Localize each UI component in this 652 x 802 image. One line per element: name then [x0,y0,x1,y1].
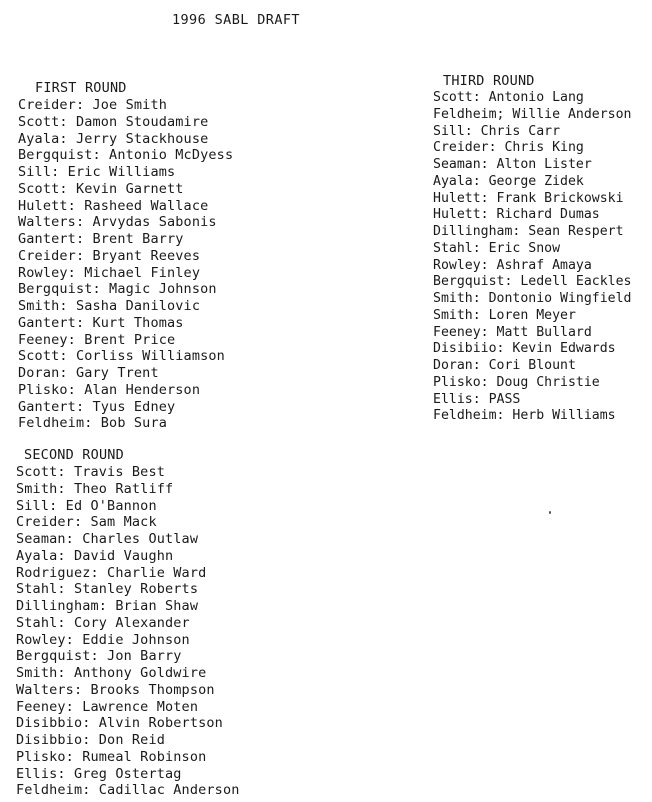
draft-pick: Bergquist: Ledell Eackles [433,274,632,290]
draft-pick: Feldheim: Bob Sura [18,415,167,432]
draft-pick: Scott: Corliss Williamson [18,348,225,365]
draft-pick: Hulett: Rasheed Wallace [18,197,209,214]
draft-pick: Creider: Chris King [433,140,584,156]
draft-pick: Dillingham: Sean Respert [433,224,624,239]
draft-pick: Creider: Sam Mack [16,514,157,531]
first-round-section [18,80,338,432]
draft-pick: Sill: Chris Carr [433,123,561,139]
first-round-heading: FIRST ROUND [35,80,127,96]
draft-pick: Seaman: Alton Lister [433,157,592,172]
draft-pick: Rowley: Ashraf Amaya [433,257,592,273]
draft-pick: Bergquist: Jon Barry [16,648,182,665]
draft-pick: Stahl: Eric Snow [433,240,561,256]
first-round-pick-list [18,97,338,432]
draft-pick: Dillingham: Brian Shaw [16,598,199,614]
draft-pick: Plisko: Rumeal Robinson [16,748,207,765]
draft-pick: Stahl: Stanley Roberts [16,581,199,598]
third-round-section [433,73,648,425]
draft-pick: Creider: Bryant Reeves [18,247,201,264]
draft-pick: Ellis: Greg Ostertag [16,765,182,782]
draft-pick: Disibiio: Kevin Edwards [433,341,616,357]
document-title: 1996 SABL DRAFT [172,12,300,28]
draft-pick: Hulett: Frank Brickowski [433,190,624,206]
draft-pick: Disibbio: Alvin Robertson [16,715,223,732]
draft-pick: Creider: Joe Smith [18,97,167,113]
draft-pick: Sill: Ed O'Bannon [16,497,157,514]
draft-pick: Disibbio: Don Reid [16,732,165,748]
draft-pick: Plisko: Alan Henderson [18,381,201,398]
draft-pick: Scott: Antonio Lang [433,90,584,105]
scan-speck [549,511,551,514]
draft-pick: Smith: Sasha Danilovic [18,298,201,314]
draft-pick: Feldheim; Willie Anderson [433,106,632,122]
draft-pick: Rowley: Eddie Johnson [16,631,190,648]
draft-pick: Seaman: Charles Outlaw [16,531,199,547]
draft-pick: Hulett: Richard Dumas [433,207,600,223]
draft-pick: Gantert: Tyus Edney [18,398,176,415]
second-round-heading: SECOND ROUND [24,447,124,463]
draft-pick: Scott: Travis Best [16,464,165,480]
draft-pick: Ayala: George Zidek [433,173,584,189]
draft-pick: Feldheim: Herb Williams [433,408,616,424]
draft-pick: Plisko: Doug Christie [433,374,600,390]
draft-pick: Scott: Kevin Garnett [18,180,184,197]
draft-pick: Feeney: Brent Price [18,331,176,348]
draft-pick: Ayala: David Vaughn [16,547,174,564]
draft-pick: Stahl: Cory Alexander [16,614,190,631]
draft-pick: Feeney: Lawrence Moten [16,698,199,715]
draft-pick: Doran: Cori Blount [433,358,576,373]
draft-pick: Feldheim: Cadillac Anderson [16,782,240,799]
draft-pick: Smith: Loren Meyer [433,307,576,323]
draft-pick: Gantert: Kurt Thomas [18,314,184,331]
draft-pick: Bergquist: Magic Johnson [18,281,217,298]
draft-pick: Smith: Theo Ratliff [16,480,174,497]
second-round-section [16,447,336,799]
draft-pick: Doran: Gary Trent [18,365,159,381]
draft-pick: Walters: Brooks Thompson [16,681,215,698]
third-round-pick-list [433,90,648,425]
draft-pick: Smith: Anthony Goldwire [16,665,207,681]
draft-pick: Ayala: Jerry Stackhouse [18,130,209,147]
draft-pick: Scott: Damon Stoudamire [18,113,209,130]
second-round-pick-list [16,464,336,799]
draft-pick: Walters: Arvydas Sabonis [18,214,217,231]
draft-pick: Gantert: Brent Barry [18,231,184,247]
third-round-heading: THIRD ROUND [443,73,535,89]
draft-pick: Rodriguez: Charlie Ward [16,564,207,581]
draft-pick: Sill: Eric Williams [18,164,176,180]
draft-pick: Bergquist: Antonio McDyess [18,147,234,164]
draft-pick: Rowley: Michael Finley [18,264,201,281]
draft-pick: Ellis: PASS [433,391,521,407]
draft-pick: Smith: Dontonio Wingfield [433,291,632,306]
draft-pick: Feeney: Matt Bullard [433,324,592,340]
